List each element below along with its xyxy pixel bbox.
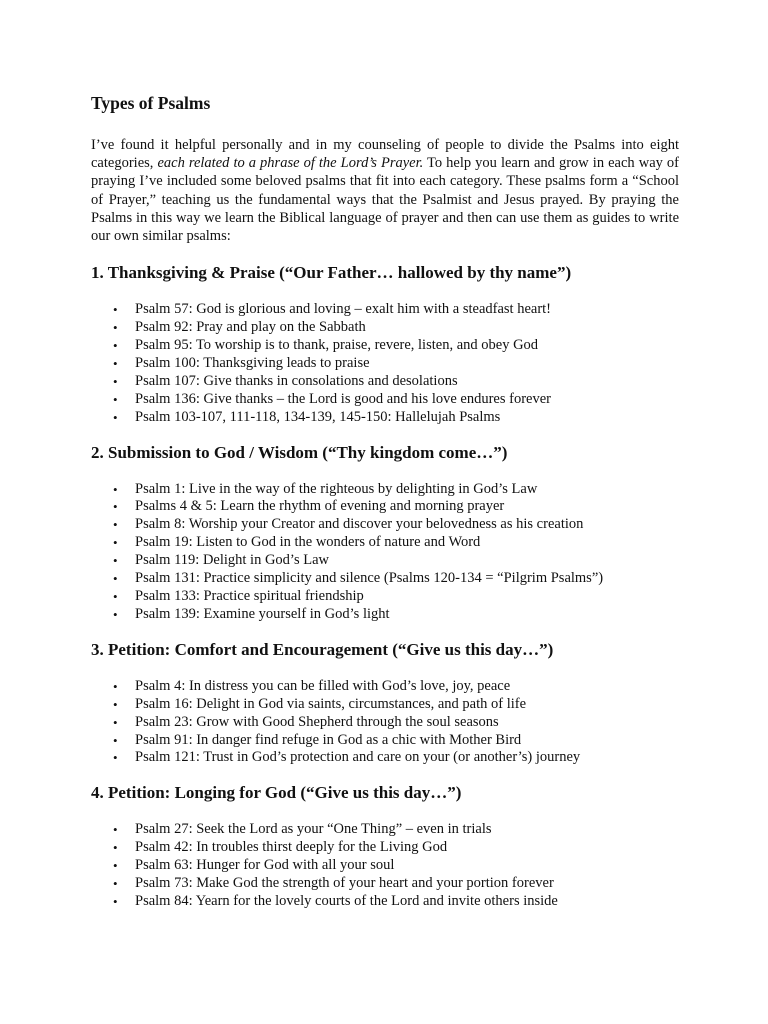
bullet-icon: • (113, 840, 118, 856)
list-item (113, 552, 679, 570)
list-item-text: Psalm 103-107, 111-118, 134-139, 145-150: Hallelujah Psalms (135, 408, 501, 425)
list-item (113, 534, 679, 552)
list-item-text: Psalm 27: Seek the Lord as your “One Thing” – even in trials (135, 821, 492, 838)
bullet-icon: • (113, 338, 118, 354)
intro-paragraph (91, 136, 679, 245)
bullet-icon: • (113, 732, 118, 748)
list-item-text: Psalm 73: Make God the strength of your heart and your portion forever (135, 875, 554, 892)
intro-text-italic: each related to a phrase of the Lord’s Prayer. (157, 155, 424, 172)
bullet-icon: • (113, 750, 118, 766)
list-item (113, 839, 679, 857)
bullet-icon: • (113, 320, 118, 336)
list-item-text: Psalm 63: Hunger for God with all your soul (135, 857, 395, 874)
list-item (113, 337, 679, 355)
list-item-text: Psalm 92: Pray and play on the Sabbath (135, 319, 366, 336)
list-item-text: Psalm 1: Live in the way of the righteous by delighting in God’s Law (135, 480, 538, 497)
bullet-icon: • (113, 696, 118, 712)
list-item (113, 301, 679, 319)
bullet-icon: • (113, 571, 118, 587)
bullet-icon: • (113, 373, 118, 389)
list-item (113, 373, 679, 391)
intro-text-part1: I’ve found it helpful personally and in my counseling of people to divide the Psalms into eight categories, (91, 137, 679, 172)
bullet-icon: • (113, 517, 118, 533)
list-item-text: Psalm 131: Practice simplicity and silence (Psalms 120-134 = “Pilgrim Psalms”) (135, 570, 604, 587)
section-heading-comfort: 3. Petition: Comfort and Encouragement (“Give us this day…”) (91, 639, 554, 659)
list-item (113, 875, 679, 893)
bullet-icon: • (113, 481, 118, 497)
list-item-text: Psalm 84: Yearn for the lovely courts of the Lord and invite others inside (135, 892, 558, 909)
list-item (113, 732, 679, 750)
list-item (113, 481, 679, 499)
list-item-text: Psalm 100: Thanksgiving leads to praise (135, 354, 370, 371)
list-item (113, 391, 679, 409)
list-item (113, 857, 679, 875)
list-item-text: Psalm 133: Practice spiritual friendship (135, 588, 364, 604)
list-item-text: Psalms 4 & 5: Learn the rhythm of evening and morning prayer (135, 498, 505, 515)
list-item (113, 409, 679, 427)
bullet-icon: • (113, 678, 118, 694)
bullet-icon: • (113, 409, 118, 425)
bullet-icon: • (113, 822, 118, 838)
list-item (113, 319, 679, 337)
list-item (113, 821, 679, 839)
list-item-text: Psalm 136: Give thanks – the Lord is good and his love endures forever (135, 390, 551, 407)
bullet-icon: • (113, 499, 118, 515)
psalm-list-submission (91, 481, 679, 624)
bullet-icon: • (113, 391, 118, 407)
bullet-icon: • (113, 714, 118, 730)
psalm-list-comfort (91, 678, 679, 768)
list-item-text: Psalm 19: Listen to God in the wonders of nature and Word (135, 534, 481, 551)
list-item-text: Psalm 16: Delight in God via saints, circumstances, and path of life (135, 695, 527, 712)
list-item-text: Psalm 42: In troubles thirst deeply for the Living God (135, 839, 448, 856)
list-item-text: Psalm 8: Worship your Creator and discover your belovedness as his creation (135, 516, 584, 533)
list-item (113, 498, 679, 516)
list-item-text: Psalm 4: In distress you can be filled with God’s love, joy, peace (135, 677, 511, 694)
psalm-list-longing (91, 821, 679, 911)
section-heading-longing: 4. Petition: Longing for God (“Give us this day…”) (91, 783, 462, 803)
bullet-icon: • (113, 858, 118, 874)
bullet-icon: • (113, 893, 118, 909)
list-item (113, 606, 679, 624)
list-item-text: Psalm 91: In danger find refuge in God as a chic with Mother Bird (135, 731, 522, 748)
psalm-list-thanksgiving (91, 301, 679, 426)
section-heading-submission: 2. Submission to God / Wisdom (“Thy kingdom come…”) (91, 442, 508, 462)
document-title: Types of Psalms (91, 93, 211, 113)
list-item (113, 678, 679, 696)
bullet-icon: • (113, 302, 118, 318)
list-item-text: Psalm 107: Give thanks in consolations and desolations (135, 372, 458, 389)
list-item (113, 516, 679, 534)
bullet-icon: • (113, 355, 118, 371)
list-item (113, 570, 679, 588)
list-item-text: Psalm 95: To worship is to thank, praise, revere, listen, and obey God (135, 337, 539, 354)
section-heading-thanksgiving: 1. Thanksgiving & Praise (“Our Father… hallowed by thy name”) (91, 263, 572, 283)
bullet-icon: • (113, 553, 118, 569)
list-item-text: Psalm 121: Trust in God’s protection and care on your (or another’s) journey (135, 749, 581, 766)
list-item-text: Psalm 23: Grow with Good Shepherd through the soul seasons (135, 713, 499, 730)
bullet-icon: • (113, 589, 118, 604)
list-item (113, 893, 679, 911)
document-page (91, 90, 679, 925)
bullet-icon: • (113, 535, 118, 551)
list-item (113, 588, 679, 606)
list-item-text: Psalm 119: Delight in God’s Law (135, 552, 329, 569)
bullet-icon: • (113, 606, 118, 622)
list-item-text: Psalm 139: Examine yourself in God’s light (135, 605, 390, 622)
intro-text-part2: To help you learn and grow in each way of praying I’ve included some beloved psalms that fit into each category. These psalms form a “School of Prayer,” teaching us the fundamental ways that the Psalmist and Jesus prayed. By praying the Psalms in this way we learn the Biblical language of prayer and then can use them as guides to write our own similar psalms: (91, 155, 680, 245)
list-item (113, 355, 679, 373)
list-item (113, 749, 679, 767)
list-item-text: Psalm 57: God is glorious and loving – exalt him with a steadfast heart! (135, 301, 552, 318)
list-item (113, 714, 679, 732)
bullet-icon: • (113, 876, 118, 892)
list-item (113, 696, 679, 714)
